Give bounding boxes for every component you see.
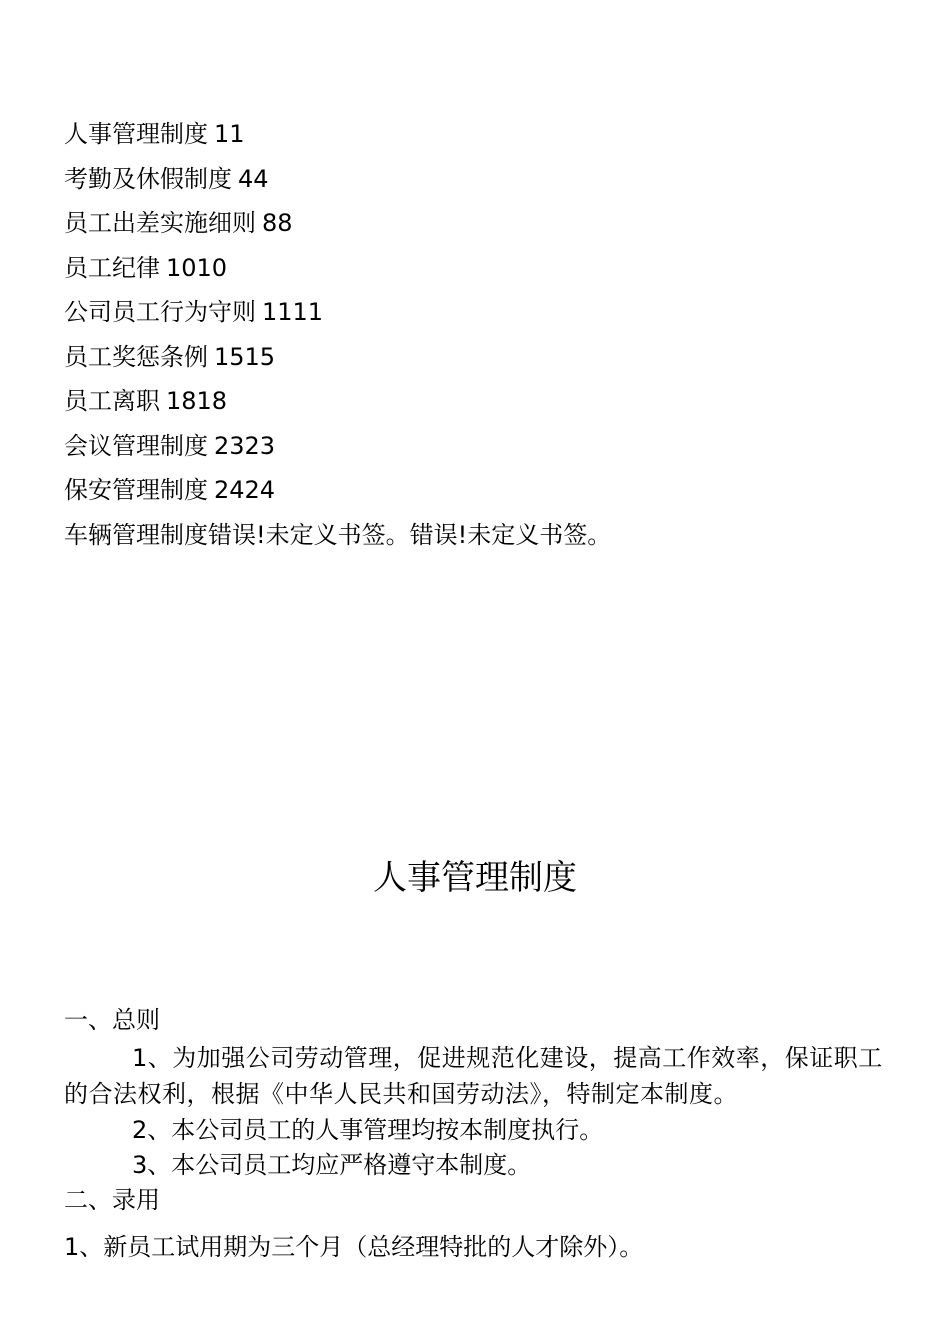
- toc-entry-title: 保安管理制度: [64, 476, 208, 504]
- toc-entry[interactable]: [64, 335, 884, 380]
- paragraph: 1、新员工试用期为三个月（总经理特批的人才除外）。: [64, 1233, 644, 1261]
- toc-entry-title: 人事管理制度: [64, 120, 208, 148]
- toc-entry-page: 11: [214, 120, 245, 148]
- toc-entry-title: 会议管理制度: [64, 431, 208, 460]
- toc-entry[interactable]: [64, 112, 884, 157]
- toc-entry-title: 考勤及休假制度: [64, 164, 232, 193]
- toc-entry-title: 员工奖惩条例: [64, 342, 208, 371]
- toc-entry-title: 公司员工行为守则: [64, 298, 256, 326]
- toc-entry-title: 员工离职: [64, 387, 160, 415]
- toc-entry-page: 1010: [166, 253, 228, 282]
- paragraph: 3、本公司员工均应严格遵守本制度。: [132, 1151, 532, 1179]
- toc-entry-page: 44: [238, 164, 269, 193]
- toc-entry[interactable]: [64, 468, 884, 513]
- paragraph: 2、本公司员工的人事管理均按本制度执行。: [132, 1116, 604, 1144]
- toc-entry-page: 1818: [166, 387, 228, 415]
- toc-entry[interactable]: [64, 201, 884, 246]
- toc-entry[interactable]: [64, 424, 884, 469]
- toc-entry-title: 员工出差实施细则: [64, 209, 256, 237]
- toc-entry-page: 88: [262, 209, 293, 237]
- table-of-contents: [64, 112, 884, 557]
- paragraph: 1、为加强公司劳动管理，促进规范化建设，提高工作效率，保证职工的合法权利，根据《中华人民共和国劳动法》，特制定本制度。: [64, 1044, 883, 1108]
- section-heading-hiring: 二、录用: [64, 1186, 160, 1214]
- toc-entry[interactable]: [64, 157, 884, 202]
- toc-entry[interactable]: [64, 379, 884, 424]
- toc-entry-page: 1111: [262, 298, 324, 326]
- toc-entry[interactable]: [64, 513, 884, 558]
- section-heading-general: 一、总则: [64, 1006, 160, 1034]
- document-title: 人事管理制度: [373, 858, 577, 898]
- toc-entry[interactable]: [64, 246, 884, 291]
- toc-entry[interactable]: [64, 290, 884, 335]
- toc-entry-page: 2323: [214, 431, 276, 460]
- toc-entry-page: 2424: [214, 476, 276, 504]
- toc-entry-page: 1515: [214, 342, 276, 371]
- toc-entry-title: 车辆管理制度错误!未定义书签。错误!未定义书签。: [64, 520, 612, 549]
- toc-entry-title: 员工纪律: [64, 253, 160, 282]
